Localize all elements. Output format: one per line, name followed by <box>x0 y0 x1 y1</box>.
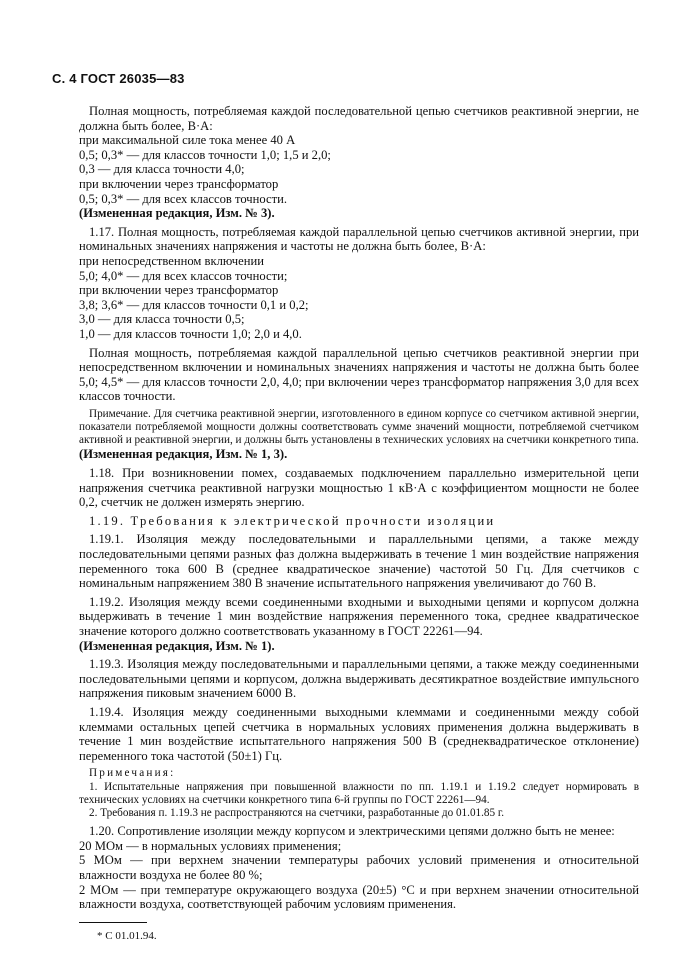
text-line: 1.20. Сопротивление изоляции между корпусом и электрическими цепями должно быть не менее: <box>89 824 615 839</box>
text-line: 3,0 — для класса точности 0,5; <box>79 312 245 327</box>
text-line: (Измененная редакция, Изм. № 1). <box>79 638 275 653</box>
text-line: 0,5; 0,3* — для классов точности 1,0; 1,5 и 2,0; <box>79 147 331 162</box>
text-line: 2 МОм — при температуре окружающего воздуха (20±5) °С и при верхнем значении относительной влажности воздуха, соответствующей рабочим условиям применения. <box>79 882 639 912</box>
text-line: 1.19.1. Изоляция между последовательными и параллельными цепями, а также между последовательными цепями разных фаз должна выдерживать в течение 1 мин воздействие напряжения переменного тока 600 В (среднее квадратическое значение) частотой 50 Гц. Для счетчиков с номинальным напряжением 380 В значение испытательного напряжения увеличивают до 760 В. <box>79 532 639 591</box>
text-line: (Измененная редакция, Изм. № 1, 3). <box>79 447 288 462</box>
text-line: 1.19. Требования к электрической прочности изоляции <box>89 513 496 528</box>
text-line: 1.19.3. Изоляция между последовательными и параллельными цепями, а также между соединенными последовательными цепями и корпусом, должна выдерживать десятикратное воздействие импульсного напряжения пиковым значением 6000 В. <box>79 657 639 701</box>
text-line: Полная мощность, потребляемая каждой параллельной цепью счетчиков реактивной энергии при непосредственном включении и номинальных значениях напряжения и частоты не должна быть более 5,0; 4,5* — для классов точности 2,0, 4,0; при включении через трансформатор напряжения 3,0 для всех классов точности. <box>79 345 639 404</box>
text-line: при максимальной силе тока менее 40 А <box>79 133 296 148</box>
text-line: 0,5; 0,3* — для всех классов точности. <box>79 191 287 206</box>
text-line: Полная мощность, потребляемая каждой последовательной цепью счетчиков реактивной энергии, не должна быть более, В·А: <box>79 104 639 133</box>
text-line: 3,8; 3,6* — для классов точности 0,1 и 0,2; <box>79 297 309 312</box>
text-line: 20 МОм — в нормальных условиях применения; <box>79 838 342 853</box>
document-body <box>79 104 639 943</box>
text-line: 1.19.2. Изоляция между всеми соединенными входными и выходными цепями и корпусом должна выдерживать в течение 1 мин воздействие напряжения переменного тока, среднее квадратическое значение которого должно соответствовать указанному в ГОСТ 22261—94. <box>79 594 639 639</box>
footnote: * С 01.01.94. <box>97 929 157 942</box>
text-line: 1,0 — для классов точности 1,0; 2,0 и 4,0. <box>79 326 302 341</box>
text-line: 1. Испытательные напряжения при повышенной влажности по пп. 1.19.1 и 1.19.2 следует нормировать в технических условиях на счетчики конкретного типа 6-й группы по ГОСТ 22261—94. <box>79 780 639 806</box>
footnote-rule <box>79 922 147 923</box>
text-line: 1.19.4. Изоляция между соединенными выходными клеммами и соединенными между собой клеммами остальных цепей счетчика в нормальных условиях применения должна выдерживать в течение 1 мин воздействие испытательного напряжения 500 В (среднеквадратическое отклонение) переменного тока частотой (50±1) Гц. <box>79 704 639 763</box>
page-header: С. 4 ГОСТ 26035—83 <box>52 71 185 86</box>
text-line: 1.17. Полная мощность, потребляемая каждой параллельной цепью счетчиков активной энергии, при номинальных значениях напряжения и частоты не должна быть более, В·А: <box>79 224 639 254</box>
text-line: (Измененная редакция, Изм. № 3). <box>79 206 275 221</box>
text-line: при включении через трансформатор <box>79 176 279 191</box>
text-line: 2. Требования п. 1.19.3 не распространяются на счетчики, разработанные до 01.01.85 г. <box>89 806 505 819</box>
text-line: 1.18. При возникновении помех, создаваемых подключением параллельно измерительной цепи напряжения счетчика реактивной нагрузки мощностью 1 кВ·А с коэффициентом мощности не более 0,2, счетчик не должен измерять энергию. <box>79 466 639 510</box>
text-line: при непосредственном включении <box>79 253 264 268</box>
text-line: при включении через трансформатор <box>79 283 279 298</box>
text-line: 0,3 — для класса точности 4,0; <box>79 162 245 177</box>
text-line: 5 МОм — при верхнем значении температуры рабочих условий применения и относительной влажности воздуха не более 80 %; <box>79 853 639 882</box>
text-line: 5,0; 4,0* — для всех классов точности; <box>79 268 288 283</box>
text-line: Примечания: <box>89 767 176 780</box>
text-line: Примечание. Для счетчика реактивной энергии, изготовленного в едином корпусе со счетчиком активной энергии, показатели потребляемой мощности должны соответствовать сумме значений мощности, потребляемой счетчиком активной и реактивной энергии, и должны быть установлены в технических условиях на счетчики конкретного типа. <box>79 407 639 447</box>
